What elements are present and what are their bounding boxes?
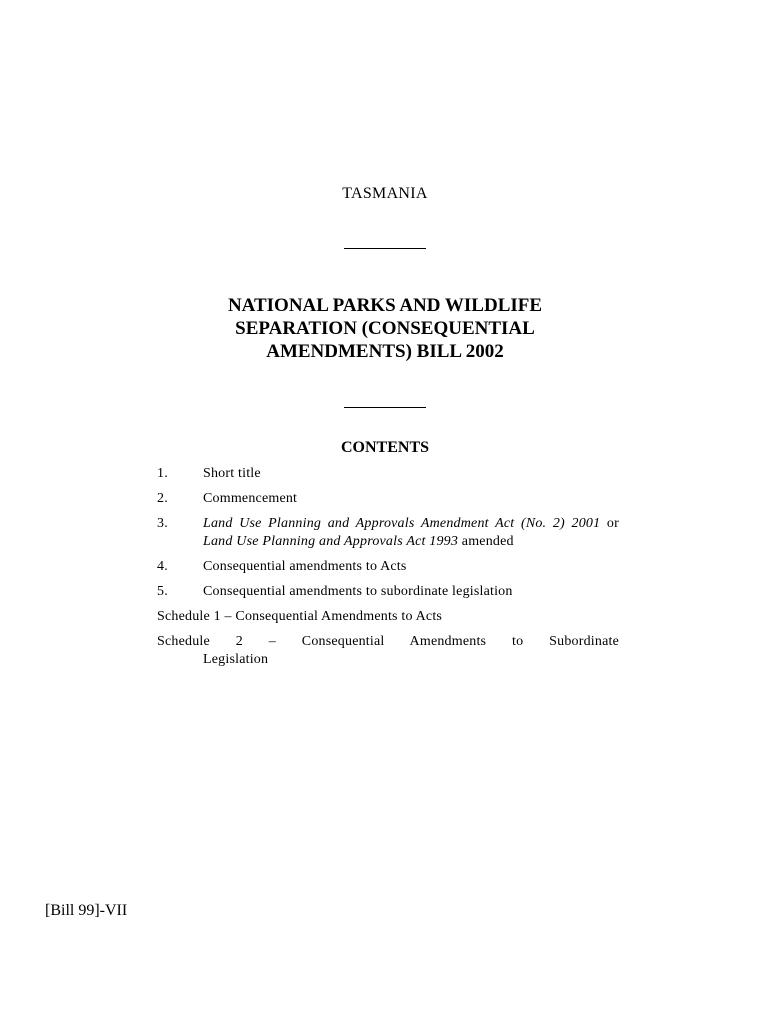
table-of-contents — [157, 465, 619, 676]
act-name-principal: Land Use Planning and Approvals Act 1993 — [203, 534, 459, 549]
toc-item-number: 2. — [157, 491, 168, 506]
bill-reference: [Bill 99]-VII — [45, 902, 128, 919]
jurisdiction-heading: TASMANIA — [342, 185, 428, 202]
toc-item-3[interactable] — [157, 515, 619, 551]
bill-title — [160, 294, 610, 363]
conjunction: or — [600, 516, 619, 531]
toc-schedule-2-line-2: Legislation — [203, 652, 269, 667]
toc-item-1[interactable] — [157, 465, 619, 483]
act-name-amendment: Land Use Planning and Approvals Amendment Act (No. 2) 2001 — [203, 516, 601, 531]
amended-suffix: amended — [458, 534, 514, 549]
toc-item-2[interactable] — [157, 490, 619, 508]
toc-item-4[interactable] — [157, 558, 619, 576]
toc-item-text: Consequential amendments to Acts — [203, 559, 407, 574]
toc-item-text: Commencement — [203, 491, 298, 506]
bill-title-line-1: NATIONAL PARKS AND WILDLIFE — [227, 295, 543, 316]
toc-item-number: 5. — [157, 584, 168, 599]
toc-schedule-2-line-1: Schedule 2 – Consequential Amendments to Subordinate — [157, 634, 619, 649]
separator-rule-bottom — [344, 407, 426, 408]
toc-item-number: 1. — [157, 466, 168, 481]
toc-item-text: Consequential amendments to subordinate legislation — [203, 584, 513, 599]
toc-item-text — [203, 515, 619, 551]
toc-item-number: 3. — [157, 516, 168, 531]
toc-item-number: 4. — [157, 559, 168, 574]
toc-item-5[interactable] — [157, 583, 619, 601]
toc-schedule-2[interactable] — [157, 633, 619, 669]
bill-title-line-3: AMENDMENTS) BILL 2002 — [266, 341, 504, 362]
bill-title-line-2: SEPARATION (CONSEQUENTIAL — [235, 318, 535, 339]
toc-schedule-1[interactable]: Schedule 1 – Consequential Amendments to Acts — [157, 609, 443, 624]
toc-item-text: Short title — [203, 466, 261, 481]
contents-heading: CONTENTS — [340, 439, 430, 456]
separator-rule-top — [344, 248, 426, 249]
